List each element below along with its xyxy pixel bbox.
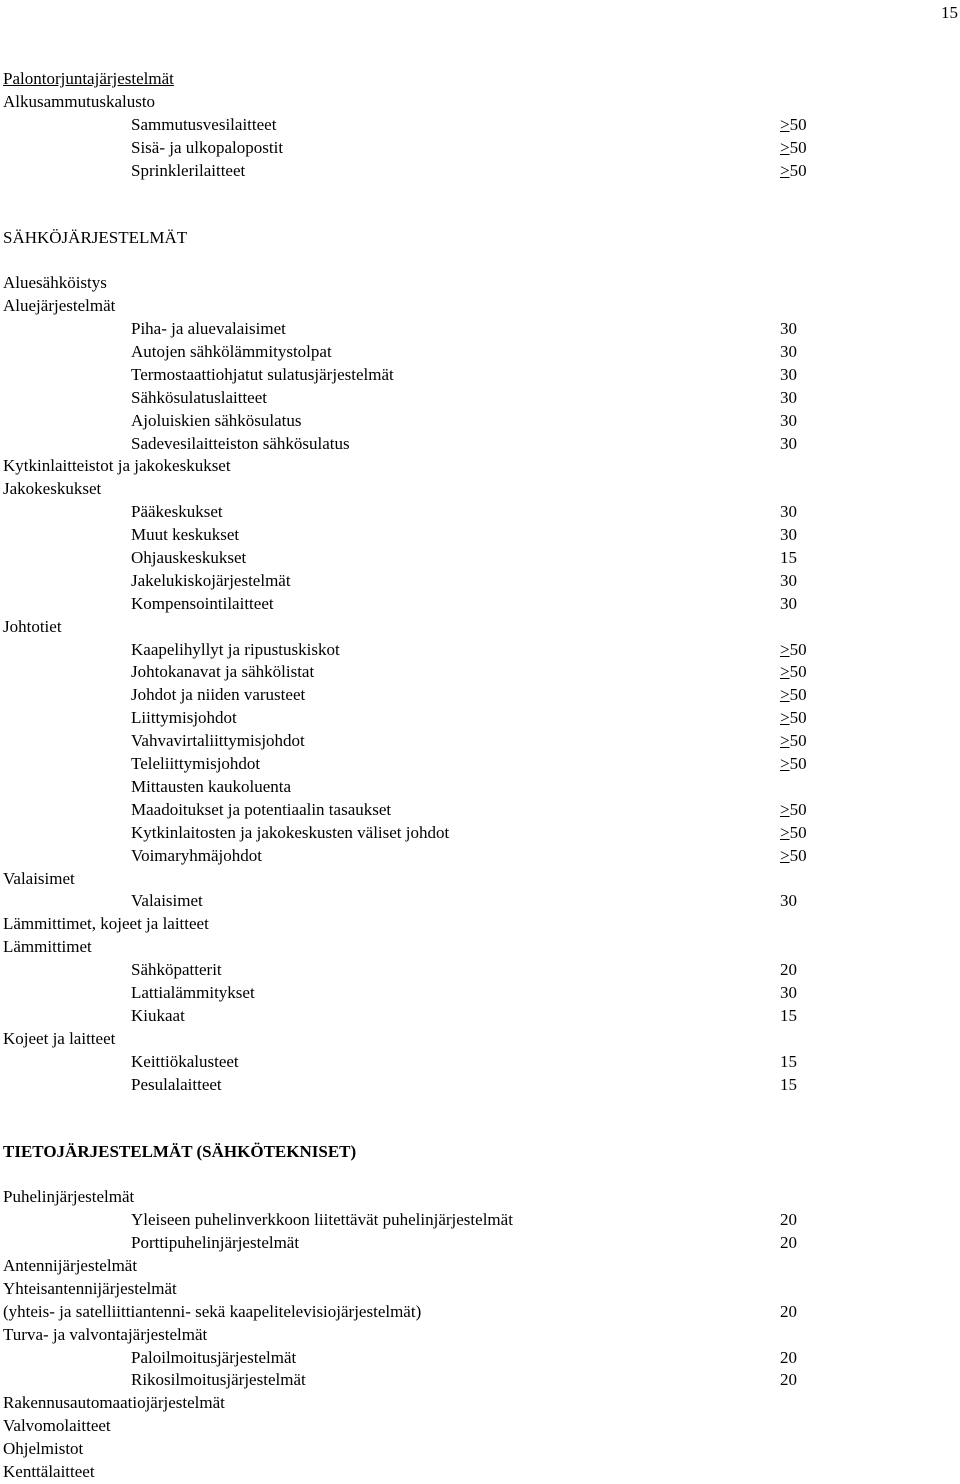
row-value: >50 [780,708,807,728]
section-gap [3,182,953,227]
row-label: (yhteis- ja satelliittiantenni- sekä kaapelitelevisiojärjestelmät) [3,1301,422,1321]
row-label: Johtotiet [3,616,62,636]
row-label: Jakelukiskojärjestelmät [131,570,291,590]
table-row [3,1369,953,1392]
row-value: 30 [780,342,797,362]
row-label: Palontorjuntajärjestelmät [3,69,174,88]
row-value: 20 [780,1210,797,1230]
row-label: Valvomolaitteet [3,1416,111,1436]
row-value: 30 [780,982,797,1002]
table-row [3,799,953,822]
table-row [3,547,953,570]
table-row [3,890,953,913]
row-label: Sähköpatterit [131,960,222,980]
row-label: Kompensointilaitteet [131,593,274,613]
table-row [3,707,953,730]
table-row [3,1005,953,1028]
row-label: Keittiökalusteet [131,1051,239,1071]
section-gap [3,1164,953,1186]
row-label: Yleiseen puhelinverkkoon liitettävät puhelinjärjestelmät [131,1210,513,1230]
row-value: 15 [780,1051,797,1071]
page-number: 15 [941,3,958,22]
table-row [3,822,953,845]
section-heading [3,1438,953,1461]
row-label: Valaisimet [131,891,203,911]
table-row [3,845,953,868]
row-label: Aluejärjestelmät [3,296,116,316]
row-value: >50 [780,799,807,819]
table-row [3,753,953,776]
row-value: >50 [780,662,807,682]
row-value: 30 [780,410,797,430]
table-row [3,524,953,547]
row-value: 30 [780,319,797,339]
row-label: Maadoitukset ja potentiaalin tasaukset [131,799,392,819]
row-label: Aluesähköistys [3,273,107,293]
row-label: Johdot ja niiden varusteet [131,685,306,705]
row-label: Sadevesilaitteiston sähkösulatus [131,433,350,453]
row-label: Yhteisantennijärjestelmät [3,1278,177,1298]
row-label: TIETOJÄRJESTELMÄT (SÄHKÖTEKNISET) [3,1142,357,1162]
row-value: >50 [780,685,807,705]
row-label: Pesulalaitteet [131,1074,222,1094]
row-value: 20 [780,1347,797,1367]
row-label: Turva- ja valvontajärjestelmät [3,1324,208,1344]
row-label: Lämmittimet, kojeet ja laitteet [3,914,209,934]
row-label: Jakokeskukset [3,479,102,499]
row-value: >50 [780,754,807,774]
table-row [3,137,953,160]
section-heading [3,68,953,91]
row-label: Porttipuhelinjärjestelmät [131,1233,300,1253]
lifespan-table [3,68,953,1484]
row-label: Ohjelmistot [3,1439,84,1459]
row-value: >50 [780,137,807,157]
section-heading [3,295,953,318]
table-row [3,160,953,183]
row-label: Kenttälaitteet [3,1461,95,1481]
row-label: Valaisimet [3,868,75,888]
table-row [3,982,953,1005]
row-label: Ajoluiskien sähkösulatus [131,410,302,430]
row-label: Alkusammutuskalusto [3,91,156,111]
table-row [3,661,953,684]
row-value: 20 [780,1370,797,1390]
row-label: Piha- ja aluevalaisimet [131,319,286,339]
section-gap [3,250,953,272]
row-label: Kytkinlaitteistot ja jakokeskukset [3,456,231,476]
section-heading [3,1415,953,1438]
row-value: 30 [780,891,797,911]
section-heading [3,272,953,295]
section-heading [3,1461,953,1484]
row-value: 15 [780,548,797,568]
table-row [3,684,953,707]
row-value: 30 [780,364,797,384]
row-label: Kiukaat [131,1005,185,1025]
table-row [3,114,953,137]
table-row [3,959,953,982]
table-row [3,318,953,341]
row-value: 15 [780,1005,797,1025]
row-label: Termostaattiohjatut sulatusjärjestelmät [131,364,394,384]
row-label: Paloilmoitusjärjestelmät [131,1347,297,1367]
section-heading [3,1028,953,1051]
row-label: Kaapelihyllyt ja ripustuskiskot [131,639,340,659]
row-label: Puhelinjärjestelmät [3,1187,135,1207]
row-label: Kojeet ja laitteet [3,1028,116,1048]
row-value: >50 [780,845,807,865]
section-heading [3,1141,953,1164]
row-label: Liittymisjohdot [131,708,237,728]
row-label: Lattialämmitykset [131,982,255,1002]
section-heading [3,1278,953,1301]
row-value: >50 [780,822,807,842]
table-row [3,1051,953,1074]
table-row [3,364,953,387]
table-row [3,1301,953,1324]
row-value: 30 [780,502,797,522]
row-label: Sprinklerilaitteet [131,160,246,180]
row-label: Rikosilmoitusjärjestelmät [131,1370,306,1390]
row-value: 20 [780,960,797,980]
section-heading [3,913,953,936]
row-label: Voimaryhmäjohdot [131,845,262,865]
table-row [3,639,953,662]
section-heading [3,1392,953,1415]
row-label: Muut keskukset [131,525,240,545]
row-value: 30 [780,570,797,590]
row-label: Ohjauskeskukset [131,548,247,568]
table-row [3,341,953,364]
section-heading [3,936,953,959]
table-row [3,433,953,456]
row-label: Lämmittimet [3,937,92,957]
row-value: 20 [780,1301,797,1321]
row-label: Pääkeskukset [131,502,223,522]
row-label: SÄHKÖJÄRJESTELMÄT [3,228,188,248]
section-heading [3,91,953,114]
row-value: 15 [780,1074,797,1094]
table-row [3,501,953,524]
section-heading [3,1255,953,1278]
row-value: 30 [780,593,797,613]
section-heading [3,776,953,799]
section-heading [3,1186,953,1209]
row-value: 30 [780,387,797,407]
section-heading [3,455,953,478]
table-row [3,1232,953,1255]
table-row [3,387,953,410]
row-label: Autojen sähkölämmitystolpat [131,342,332,362]
row-label: Sähkösulatuslaitteet [131,387,267,407]
table-row [3,1347,953,1370]
row-value: 20 [780,1233,797,1253]
row-value: >50 [780,639,807,659]
section-heading [3,868,953,891]
row-label: Kytkinlaitosten ja jakokeskusten väliset johdot [131,822,450,842]
table-row [3,410,953,433]
table-row [3,570,953,593]
row-label: Sisä- ja ulkopalopostit [131,137,284,157]
section-heading [3,616,953,639]
table-row [3,730,953,753]
table-row [3,1074,953,1097]
row-value: >50 [780,114,807,134]
row-label: Rakennusautomaatiojärjestelmät [3,1393,225,1413]
row-value: 30 [780,433,797,453]
section-gap [3,1096,953,1141]
table-row [3,1209,953,1232]
row-label: Johtokanavat ja sähkölistat [131,662,315,682]
section-heading [3,227,953,250]
row-label: Sammutusvesilaitteet [131,114,277,134]
row-label: Mittausten kaukoluenta [131,776,292,796]
row-label: Antennijärjestelmät [3,1255,138,1275]
row-label: Vahvavirtaliittymisjohdot [131,731,305,751]
section-heading [3,1324,953,1347]
table-row [3,593,953,616]
section-heading [3,478,953,501]
row-value: >50 [780,731,807,751]
row-value: 30 [780,525,797,545]
row-label: Teleliittymisjohdot [131,754,261,774]
row-value: >50 [780,160,807,180]
